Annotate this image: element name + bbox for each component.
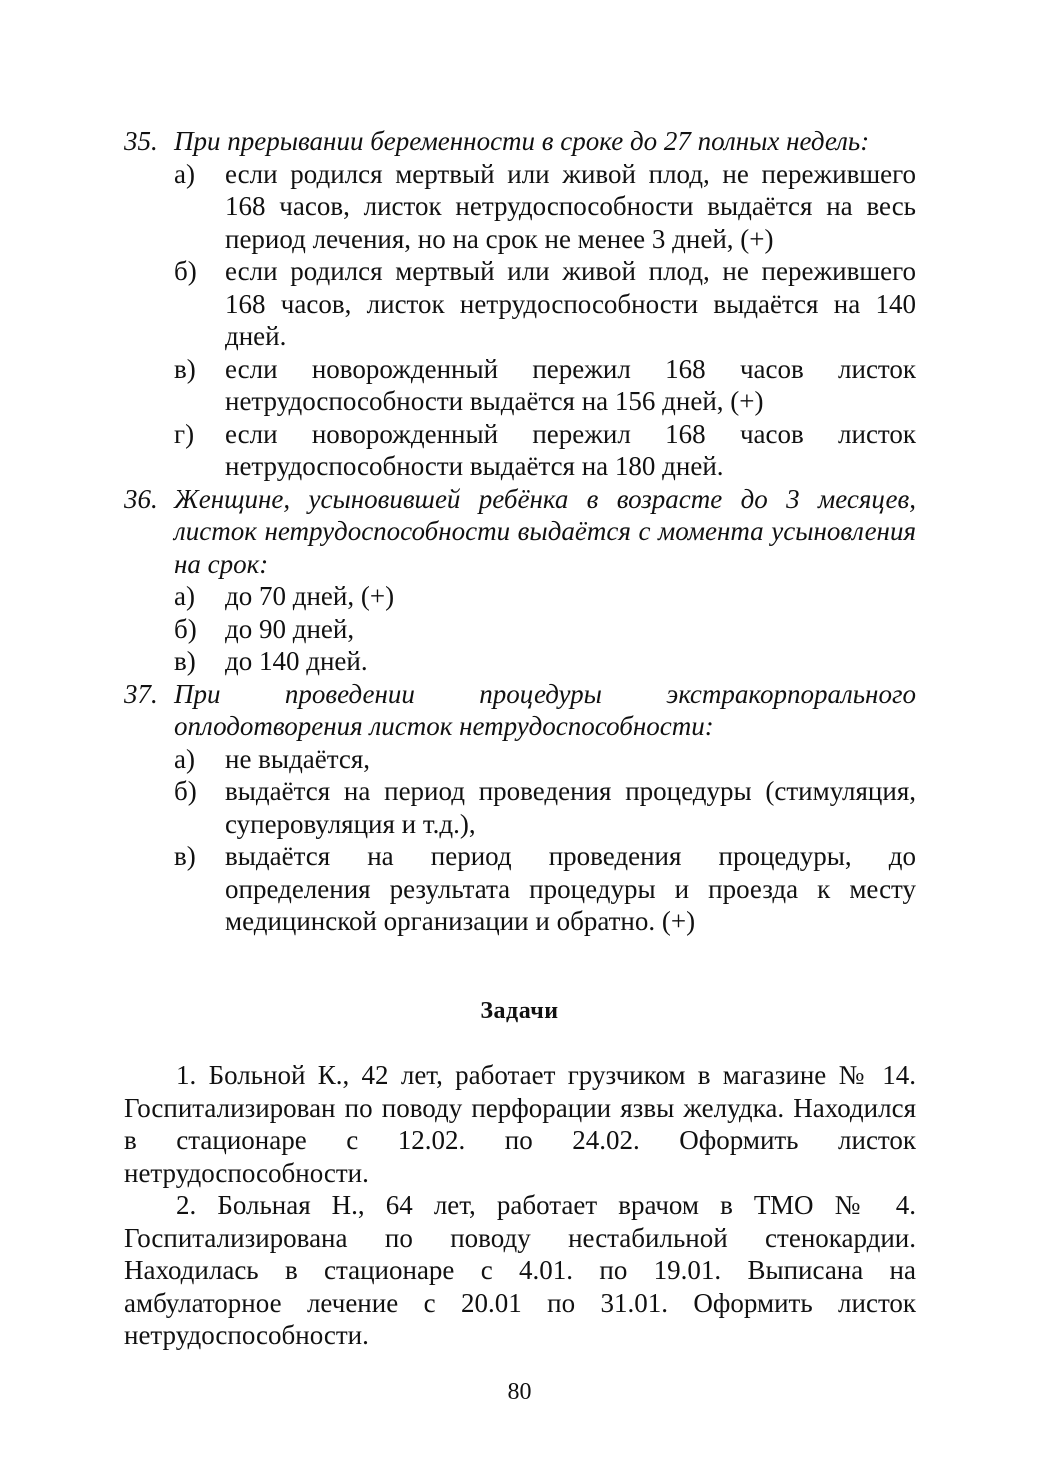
question-37: [124, 678, 916, 938]
option-letter: а): [174, 158, 195, 189]
answer-option: [174, 418, 916, 483]
option-letter: в): [174, 353, 196, 384]
option-text: если родился мертвый или живой плод, не пережившего 168 часов, листок нетрудоспособности выдаётся на весь период лечения, но на срок не менее 3 дней, (+): [225, 158, 916, 254]
question-number: 35.: [124, 126, 158, 156]
answer-option: [174, 158, 916, 256]
question-36: [124, 483, 916, 678]
option-text: если новорожденный пережил 168 часов листок нетрудоспособности выдаётся на 180 дней.: [225, 418, 916, 481]
answer-option: [174, 840, 916, 938]
option-text: до 140 дней.: [225, 646, 368, 676]
option-letter: б): [174, 776, 197, 806]
question-35: [124, 125, 916, 483]
answer-option: [174, 353, 916, 418]
answer-options: [174, 580, 916, 678]
task-paragraph: 1. Больной К., 42 лет, работает грузчиком в магазине № 14. Госпитализирован по поводу перфорации язвы желудка. Находился в стационаре с 12.02. по 24.02. Оформить листок нетрудоспособности.: [124, 1060, 916, 1188]
answer-option: [174, 743, 916, 776]
answer-option: [174, 645, 916, 678]
answer-option: [174, 580, 916, 613]
question-text: Женщине, усыновившей ребёнка в возрасте до 3 месяцев, листок нетрудоспособности выдаётся с момента усыновления на срок:: [174, 483, 916, 579]
question-text: При проведении процедуры экстракорпорального оплодотворения листок нетрудоспособности:: [174, 678, 916, 741]
option-text: до 90 дней,: [225, 613, 355, 644]
option-text: не выдаётся,: [225, 743, 371, 774]
option-letter: б): [174, 613, 197, 644]
option-letter: в): [174, 841, 196, 871]
question-number: 37.: [124, 678, 158, 709]
answer-option: [174, 775, 916, 840]
option-letter: б): [174, 256, 197, 286]
option-text: если новорожденный пережил 168 часов листок нетрудоспособности выдаётся на 156 дней, (+): [225, 353, 916, 416]
option-text: выдаётся на период проведения процедуры, до определения результата процедуры и проезда к месту медицинской организации и обратно. (+): [225, 841, 916, 936]
answer-option: [174, 613, 916, 646]
option-letter: а): [174, 743, 195, 774]
task-paragraph: 2. Больная Н., 64 лет, работает врачом в ТМО № 4. Госпитализирована по поводу нестабильной стенокардии. Находилась в стационаре с 4.01. по 19.01. Выписана на амбулаторное лечение с 20.01 по 31.01. Оформить листок нетрудоспособности.: [124, 1190, 916, 1350]
option-text: до 70 дней, (+): [225, 581, 395, 611]
option-text: если родился мертвый или живой плод, не пережившего 168 часов, листок нетрудоспособности выдаётся на 140 дней.: [225, 256, 916, 351]
test-questions: [124, 125, 916, 938]
answer-option: [174, 255, 916, 353]
option-letter: а): [174, 581, 195, 611]
tasks-section: [124, 1059, 916, 1352]
option-text: выдаётся на период проведения процедуры (стимуляция, суперовуляция и т.д.),: [225, 776, 916, 839]
answer-options: [174, 158, 916, 483]
answer-options: [174, 743, 916, 938]
question-text: При прерывании беременности в сроке до 27 полных недель:: [174, 126, 870, 156]
option-letter: г): [174, 418, 195, 449]
page-number: 80: [507, 1379, 532, 1405]
section-title: Задачи: [480, 998, 559, 1024]
option-letter: в): [174, 646, 196, 676]
question-number: 36.: [124, 483, 158, 514]
